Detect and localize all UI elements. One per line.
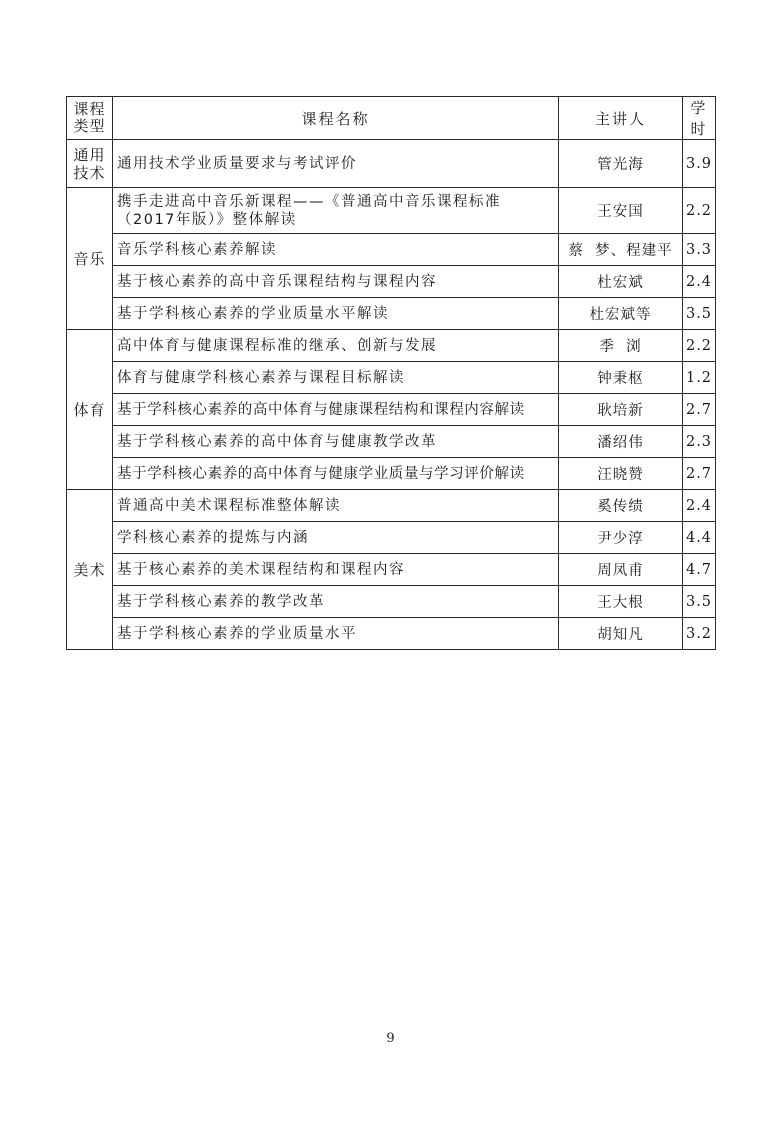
hours: 3.2 bbox=[683, 618, 716, 650]
speaker: 管光海 bbox=[559, 140, 683, 188]
speaker: 胡知凡 bbox=[559, 618, 683, 650]
course-type-line2: 技术 bbox=[73, 163, 106, 182]
speaker: 杜宏斌等 bbox=[559, 298, 683, 330]
course-type-pe: 体育 bbox=[67, 330, 113, 490]
course-table bbox=[66, 96, 716, 650]
header-speaker: 主讲人 bbox=[559, 97, 683, 140]
header-course-type bbox=[67, 97, 113, 140]
header-course-type-line1: 课程 bbox=[73, 100, 106, 118]
course-name: 基于学科核心素养的教学改革 bbox=[113, 586, 559, 618]
table-row bbox=[67, 586, 716, 618]
hours: 4.7 bbox=[683, 554, 716, 586]
header-course-name: 课程名称 bbox=[113, 97, 559, 140]
header-course-type-line2: 类型 bbox=[73, 117, 106, 135]
hours: 2.7 bbox=[683, 394, 716, 426]
table-row bbox=[67, 394, 716, 426]
course-name: 基于学科核心素养的学业质量水平解读 bbox=[113, 298, 559, 330]
table-row bbox=[67, 522, 716, 554]
speaker: 耿培新 bbox=[559, 394, 683, 426]
header-hours: 学时 bbox=[683, 97, 716, 140]
hours: 4.4 bbox=[683, 522, 716, 554]
course-type-art: 美术 bbox=[67, 490, 113, 650]
course-name: 基于学科核心素养的高中体育与健康课程结构和课程内容解读 bbox=[113, 394, 559, 426]
hours: 2.4 bbox=[683, 266, 716, 298]
course-name: 基于学科核心素养的学业质量水平 bbox=[113, 618, 559, 650]
course-name: 学科核心素养的提炼与内涵 bbox=[113, 522, 559, 554]
table-row bbox=[67, 362, 716, 394]
hours: 2.2 bbox=[683, 188, 716, 234]
course-name: 音乐学科核心素养解读 bbox=[113, 234, 559, 266]
table-row bbox=[67, 490, 716, 522]
hours: 2.2 bbox=[683, 330, 716, 362]
table-row bbox=[67, 426, 716, 458]
table-row bbox=[67, 140, 716, 188]
course-name: 高中体育与健康课程标准的继承、创新与发展 bbox=[113, 330, 559, 362]
table-row bbox=[67, 298, 716, 330]
hours: 2.7 bbox=[683, 458, 716, 490]
course-name: 体育与健康学科核心素养与课程目标解读 bbox=[113, 362, 559, 394]
course-name: 基于学科核心素养的高中体育与健康教学改革 bbox=[113, 426, 559, 458]
speaker: 蔡 梦、程建平 bbox=[559, 234, 683, 266]
course-name: 基于核心素养的美术课程结构和课程内容 bbox=[113, 554, 559, 586]
table-header-row bbox=[67, 97, 716, 140]
hours: 3.9 bbox=[683, 140, 716, 188]
speaker: 汪晓赞 bbox=[559, 458, 683, 490]
table-row bbox=[67, 188, 716, 234]
course-type-music: 音乐 bbox=[67, 188, 113, 330]
hours: 2.3 bbox=[683, 426, 716, 458]
course-name: 携手走进高中音乐新课程——《普通高中音乐课程标准（2017年版）》整体解读 bbox=[113, 188, 559, 234]
table-row bbox=[67, 554, 716, 586]
speaker: 王安国 bbox=[559, 188, 683, 234]
course-type-general-tech bbox=[67, 140, 113, 188]
hours: 1.2 bbox=[683, 362, 716, 394]
hours: 2.4 bbox=[683, 490, 716, 522]
course-name: 基于核心素养的高中音乐课程结构与课程内容 bbox=[113, 266, 559, 298]
course-name: 基于学科核心素养的高中体育与健康学业质量与学习评价解读 bbox=[113, 458, 559, 490]
table-row bbox=[67, 618, 716, 650]
hours: 3.3 bbox=[683, 234, 716, 266]
speaker: 尹少淳 bbox=[559, 522, 683, 554]
course-name: 普通高中美术课程标准整体解读 bbox=[113, 490, 559, 522]
speaker: 季 浏 bbox=[559, 330, 683, 362]
table-row bbox=[67, 458, 716, 490]
course-name: 通用技术学业质量要求与考试评价 bbox=[113, 140, 559, 188]
speaker: 王大根 bbox=[559, 586, 683, 618]
speaker: 奚传绩 bbox=[559, 490, 683, 522]
speaker: 周凤甫 bbox=[559, 554, 683, 586]
hours: 3.5 bbox=[683, 298, 716, 330]
speaker: 钟秉枢 bbox=[559, 362, 683, 394]
page-number: 9 bbox=[386, 1031, 395, 1046]
table-row bbox=[67, 266, 716, 298]
hours: 3.5 bbox=[683, 586, 716, 618]
speaker: 潘绍伟 bbox=[559, 426, 683, 458]
table-row bbox=[67, 234, 716, 266]
table-row bbox=[67, 330, 716, 362]
course-type-line1: 通用 bbox=[73, 145, 106, 164]
speaker: 杜宏斌 bbox=[559, 266, 683, 298]
